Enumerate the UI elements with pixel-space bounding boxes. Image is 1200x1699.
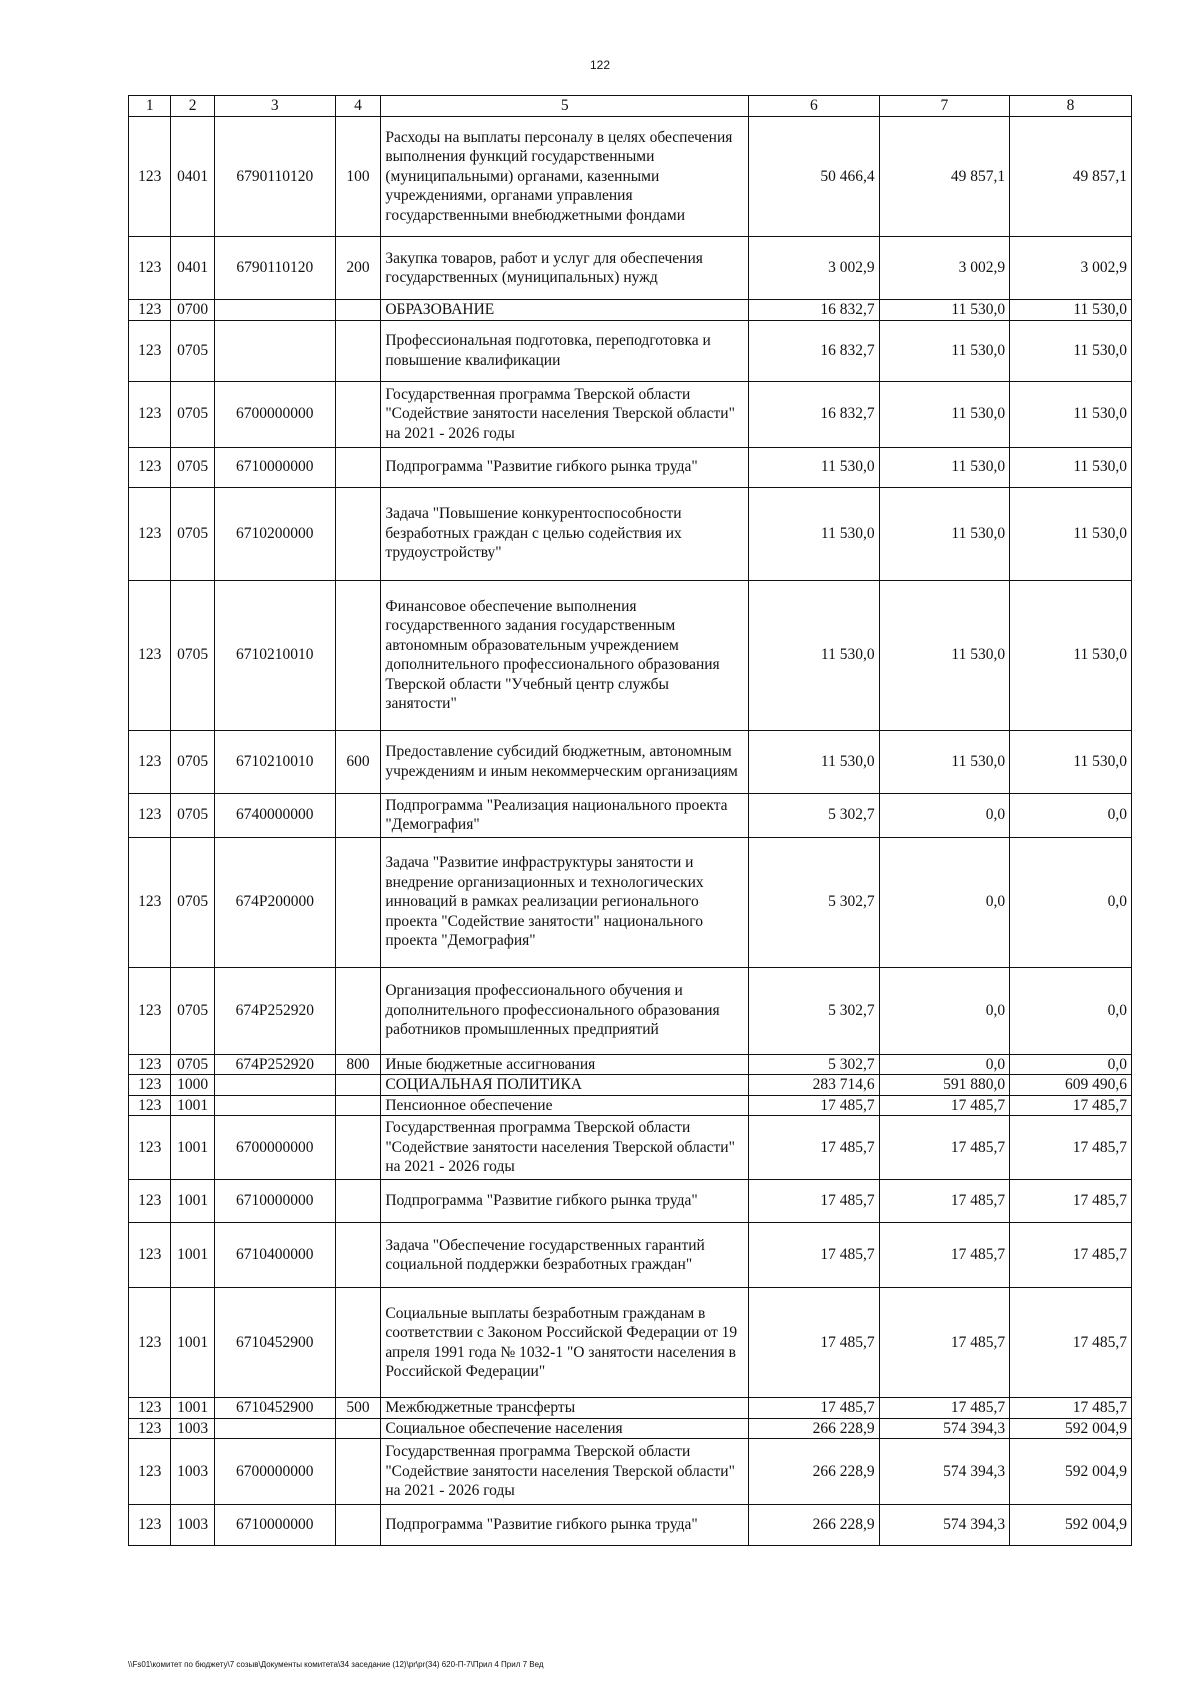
amount-col7-cell: 11 530,0 — [879, 381, 1010, 447]
amount-col7-cell: 11 530,0 — [879, 487, 1010, 580]
target-article-cell: 674P252920 — [214, 967, 335, 1054]
ministry-code-cell: 123 — [129, 1223, 171, 1288]
amount-col8-cell: 17 485,7 — [1010, 1398, 1132, 1419]
amount-col8-cell: 609 490,6 — [1010, 1075, 1132, 1096]
amount-col7-cell: 11 530,0 — [879, 580, 1010, 730]
amount-col8-cell: 11 530,0 — [1010, 730, 1132, 793]
header-cell-4: 4 — [335, 96, 381, 117]
amount-col8-cell: 17 485,7 — [1010, 1288, 1132, 1398]
header-cell-2: 2 — [171, 96, 215, 117]
section-code-cell: 1003 — [171, 1418, 215, 1439]
amount-col8-cell: 11 530,0 — [1010, 447, 1132, 487]
description-cell: Межбюджетные трансферты — [381, 1398, 749, 1419]
ministry-code-cell: 123 — [129, 300, 171, 321]
description-cell: СОЦИАЛЬНАЯ ПОЛИТИКА — [381, 1075, 749, 1096]
page-number: 122 — [589, 58, 611, 72]
amount-col6-cell: 266 228,9 — [749, 1439, 880, 1505]
table-row — [129, 487, 1132, 580]
amount-col8-cell: 11 530,0 — [1010, 381, 1132, 447]
description-cell: Финансовое обеспечение выполнения государственного задания государственным автономным образовательным учреждением дополнительного профессионального образования Тверской области "Учебный центр службы занятости" — [381, 580, 749, 730]
section-code-cell: 1003 — [171, 1439, 215, 1505]
section-code-cell: 0705 — [171, 1054, 215, 1075]
amount-col6-cell: 17 485,7 — [749, 1180, 880, 1223]
amount-col6-cell: 5 302,7 — [749, 1054, 880, 1075]
amount-col6-cell: 11 530,0 — [749, 580, 880, 730]
amount-col8-cell: 11 530,0 — [1010, 300, 1132, 321]
target-article-cell: 6710200000 — [214, 487, 335, 580]
amount-col6-cell: 11 530,0 — [749, 730, 880, 793]
table-row — [129, 1075, 1132, 1096]
amount-col6-cell: 50 466,4 — [749, 117, 880, 237]
ministry-code-cell: 123 — [129, 967, 171, 1054]
section-code-cell: 0705 — [171, 730, 215, 793]
ministry-code-cell: 123 — [129, 1288, 171, 1398]
expense-type-cell — [335, 1075, 381, 1096]
amount-col7-cell: 591 880,0 — [879, 1075, 1010, 1096]
amount-col7-cell: 17 485,7 — [879, 1398, 1010, 1419]
table-row — [129, 381, 1132, 447]
amount-col6-cell: 11 530,0 — [749, 447, 880, 487]
target-article-cell — [214, 1075, 335, 1096]
section-code-cell: 0705 — [171, 580, 215, 730]
header-cell-3: 3 — [214, 96, 335, 117]
amount-col6-cell: 16 832,7 — [749, 381, 880, 447]
expense-type-cell — [335, 300, 381, 321]
description-cell: Социальное обеспечение населения — [381, 1418, 749, 1439]
amount-col7-cell: 574 394,3 — [879, 1505, 1010, 1546]
description-cell: Закупка товаров, работ и услуг для обеспечения государственных (муниципальных) нужд — [381, 237, 749, 300]
ministry-code-cell: 123 — [129, 793, 171, 837]
target-article-cell — [214, 320, 335, 381]
amount-col8-cell: 17 485,7 — [1010, 1180, 1132, 1223]
header-cell-5: 5 — [381, 96, 749, 117]
expense-type-cell — [335, 447, 381, 487]
ministry-code-cell: 123 — [129, 1095, 171, 1116]
ministry-code-cell: 123 — [129, 487, 171, 580]
amount-col8-cell: 3 002,9 — [1010, 237, 1132, 300]
target-article-cell: 6710000000 — [214, 1505, 335, 1546]
amount-col6-cell: 17 485,7 — [749, 1223, 880, 1288]
section-code-cell: 1001 — [171, 1095, 215, 1116]
target-article-cell: 6710400000 — [214, 1223, 335, 1288]
section-code-cell: 0401 — [171, 117, 215, 237]
amount-col6-cell: 16 832,7 — [749, 320, 880, 381]
expense-type-cell: 100 — [335, 117, 381, 237]
amount-col6-cell: 266 228,9 — [749, 1418, 880, 1439]
amount-col7-cell: 17 485,7 — [879, 1095, 1010, 1116]
description-cell: Расходы на выплаты персоналу в целях обеспечения выполнения функций государственными (муниципальными) органами, казенными учреждениями, органами управления государственными внебюджетными фондами — [381, 117, 749, 237]
amount-col7-cell: 17 485,7 — [879, 1180, 1010, 1223]
target-article-cell: 6710000000 — [214, 1180, 335, 1223]
amount-col6-cell: 16 832,7 — [749, 300, 880, 321]
expense-type-cell: 200 — [335, 237, 381, 300]
amount-col6-cell: 283 714,6 — [749, 1075, 880, 1096]
amount-col6-cell: 17 485,7 — [749, 1095, 880, 1116]
expense-type-cell — [335, 793, 381, 837]
amount-col7-cell: 574 394,3 — [879, 1439, 1010, 1505]
table-row — [129, 447, 1132, 487]
amount-col8-cell: 49 857,1 — [1010, 117, 1132, 237]
table-row — [129, 580, 1132, 730]
amount-col8-cell: 17 485,7 — [1010, 1116, 1132, 1180]
amount-col7-cell: 11 530,0 — [879, 447, 1010, 487]
amount-col7-cell: 49 857,1 — [879, 117, 1010, 237]
section-code-cell: 1003 — [171, 1505, 215, 1546]
ministry-code-cell: 123 — [129, 1116, 171, 1180]
description-cell: Государственная программа Тверской области "Содействие занятости населения Тверской области" на 2021 - 2026 годы — [381, 381, 749, 447]
amount-col8-cell: 0,0 — [1010, 793, 1132, 837]
amount-col8-cell: 17 485,7 — [1010, 1223, 1132, 1288]
expense-type-cell — [335, 1180, 381, 1223]
expense-type-cell: 500 — [335, 1398, 381, 1419]
ministry-code-cell: 123 — [129, 1505, 171, 1546]
description-cell: Государственная программа Тверской области "Содействие занятости населения Тверской области" на 2021 - 2026 годы — [381, 1116, 749, 1180]
section-code-cell: 1001 — [171, 1116, 215, 1180]
amount-col7-cell: 17 485,7 — [879, 1116, 1010, 1180]
amount-col8-cell: 592 004,9 — [1010, 1418, 1132, 1439]
amount-col8-cell: 11 530,0 — [1010, 580, 1132, 730]
expense-type-cell — [335, 381, 381, 447]
expense-type-cell — [335, 1288, 381, 1398]
amount-col7-cell: 0,0 — [879, 967, 1010, 1054]
amount-col6-cell: 11 530,0 — [749, 487, 880, 580]
target-article-cell: 674P252920 — [214, 1054, 335, 1075]
budget-table — [128, 95, 1132, 1546]
description-cell: Пенсионное обеспечение — [381, 1095, 749, 1116]
expense-type-cell — [335, 1439, 381, 1505]
section-code-cell: 0700 — [171, 300, 215, 321]
target-article-cell: 6700000000 — [214, 1116, 335, 1180]
target-article-cell: 6700000000 — [214, 381, 335, 447]
table-row — [129, 1505, 1132, 1546]
amount-col8-cell: 11 530,0 — [1010, 487, 1132, 580]
description-cell: Подпрограмма "Развитие гибкого рынка труда" — [381, 1180, 749, 1223]
table-row — [129, 1288, 1132, 1398]
table-row — [129, 837, 1132, 967]
section-code-cell: 1001 — [171, 1223, 215, 1288]
section-code-cell: 0705 — [171, 381, 215, 447]
table-row — [129, 1180, 1132, 1223]
target-article-cell: 674P200000 — [214, 837, 335, 967]
amount-col7-cell: 11 530,0 — [879, 730, 1010, 793]
amount-col6-cell: 3 002,9 — [749, 237, 880, 300]
description-cell: Задача "Повышение конкурентоспособности безработных граждан с целью содействия их трудоустройству" — [381, 487, 749, 580]
ministry-code-cell: 123 — [129, 447, 171, 487]
amount-col7-cell: 17 485,7 — [879, 1223, 1010, 1288]
header-cell-7: 7 — [879, 96, 1010, 117]
expense-type-cell — [335, 1505, 381, 1546]
ministry-code-cell: 123 — [129, 1398, 171, 1419]
target-article-cell: 6790110120 — [214, 237, 335, 300]
section-code-cell: 0705 — [171, 320, 215, 381]
table-row — [129, 320, 1132, 381]
description-cell: Организация профессионального обучения и дополнительного профессионального образования работников промышленных предприятий — [381, 967, 749, 1054]
section-code-cell: 1001 — [171, 1288, 215, 1398]
table-row — [129, 117, 1132, 237]
amount-col6-cell: 5 302,7 — [749, 967, 880, 1054]
description-cell: Социальные выплаты безработным гражданам в соответствии с Законом Российской Федерации от 19 апреля 1991 года № 1032-1 "О занятости населения в Российской Федерации" — [381, 1288, 749, 1398]
target-article-cell: 6710210010 — [214, 580, 335, 730]
ministry-code-cell: 123 — [129, 580, 171, 730]
ministry-code-cell: 123 — [129, 320, 171, 381]
section-code-cell: 0705 — [171, 837, 215, 967]
section-code-cell: 0705 — [171, 967, 215, 1054]
table-row — [129, 1223, 1132, 1288]
file-path-footer: \\Fs01\комитет по бюджету\7 созыв\Документы комитета\34 заседание (12)\pr\pr(34) 620-П-7\Прил 4 Прил 7 Вед — [128, 1660, 544, 1669]
amount-col6-cell: 5 302,7 — [749, 793, 880, 837]
description-cell: Подпрограмма "Развитие гибкого рынка труда" — [381, 1505, 749, 1546]
description-cell: Государственная программа Тверской области "Содействие занятости населения Тверской области" на 2021 - 2026 годы — [381, 1439, 749, 1505]
section-code-cell: 0705 — [171, 447, 215, 487]
amount-col6-cell: 5 302,7 — [749, 837, 880, 967]
amount-col8-cell: 11 530,0 — [1010, 320, 1132, 381]
description-cell: Иные бюджетные ассигнования — [381, 1054, 749, 1075]
expense-type-cell — [335, 1116, 381, 1180]
ministry-code-cell: 123 — [129, 1180, 171, 1223]
table-row — [129, 967, 1132, 1054]
amount-col7-cell: 11 530,0 — [879, 320, 1010, 381]
table-row — [129, 300, 1132, 321]
expense-type-cell — [335, 1095, 381, 1116]
target-article-cell: 6710452900 — [214, 1398, 335, 1419]
header-cell-8: 8 — [1010, 96, 1132, 117]
ministry-code-cell: 123 — [129, 237, 171, 300]
amount-col6-cell: 17 485,7 — [749, 1116, 880, 1180]
expense-type-cell — [335, 967, 381, 1054]
amount-col6-cell: 17 485,7 — [749, 1288, 880, 1398]
ministry-code-cell: 123 — [129, 1418, 171, 1439]
amount-col7-cell: 11 530,0 — [879, 300, 1010, 321]
table-row — [129, 1116, 1132, 1180]
table-row — [129, 793, 1132, 837]
section-code-cell: 0705 — [171, 793, 215, 837]
amount-col7-cell: 0,0 — [879, 837, 1010, 967]
expense-type-cell — [335, 580, 381, 730]
header-cell-1: 1 — [129, 96, 171, 117]
section-code-cell: 1000 — [171, 1075, 215, 1096]
description-cell: Задача "Развитие инфраструктуры занятости и внедрение организационных и технологических инноваций в рамках реализации регионального проекта "Содействие занятости" национального проекта "Демография" — [381, 837, 749, 967]
expense-type-cell: 800 — [335, 1054, 381, 1075]
header-cell-6: 6 — [749, 96, 880, 117]
amount-col7-cell: 17 485,7 — [879, 1288, 1010, 1398]
ministry-code-cell: 123 — [129, 1075, 171, 1096]
description-cell: Предоставление субсидий бюджетным, автономным учреждениям и иным некоммерческим организациям — [381, 730, 749, 793]
ministry-code-cell: 123 — [129, 730, 171, 793]
ministry-code-cell: 123 — [129, 837, 171, 967]
section-code-cell: 1001 — [171, 1398, 215, 1419]
description-cell: ОБРАЗОВАНИЕ — [381, 300, 749, 321]
amount-col8-cell: 17 485,7 — [1010, 1095, 1132, 1116]
ministry-code-cell: 123 — [129, 1439, 171, 1505]
expense-type-cell — [335, 320, 381, 381]
expense-type-cell — [335, 837, 381, 967]
table-row — [129, 1398, 1132, 1419]
target-article-cell: 6710000000 — [214, 447, 335, 487]
expense-type-cell — [335, 1223, 381, 1288]
target-article-cell: 6740000000 — [214, 793, 335, 837]
expense-type-cell — [335, 1418, 381, 1439]
table-row — [129, 1439, 1132, 1505]
table-row — [129, 1418, 1132, 1439]
amount-col7-cell: 0,0 — [879, 1054, 1010, 1075]
header-row — [129, 96, 1132, 117]
section-code-cell: 1001 — [171, 1180, 215, 1223]
amount-col7-cell: 3 002,9 — [879, 237, 1010, 300]
target-article-cell — [214, 300, 335, 321]
amount-col8-cell: 592 004,9 — [1010, 1505, 1132, 1546]
amount-col6-cell: 17 485,7 — [749, 1398, 880, 1419]
section-code-cell: 0401 — [171, 237, 215, 300]
amount-col8-cell: 0,0 — [1010, 967, 1132, 1054]
description-cell: Подпрограмма "Развитие гибкого рынка труда" — [381, 447, 749, 487]
description-cell: Подпрограмма "Реализация национального проекта "Демография" — [381, 793, 749, 837]
expense-type-cell: 600 — [335, 730, 381, 793]
table-row — [129, 237, 1132, 300]
description-cell: Профессиональная подготовка, переподготовка и повышение квалификации — [381, 320, 749, 381]
ministry-code-cell: 123 — [129, 381, 171, 447]
amount-col8-cell: 0,0 — [1010, 837, 1132, 967]
target-article-cell: 6790110120 — [214, 117, 335, 237]
section-code-cell: 0705 — [171, 487, 215, 580]
amount-col7-cell: 574 394,3 — [879, 1418, 1010, 1439]
target-article-cell: 6710452900 — [214, 1288, 335, 1398]
target-article-cell: 6710210010 — [214, 730, 335, 793]
amount-col8-cell: 0,0 — [1010, 1054, 1132, 1075]
target-article-cell: 6700000000 — [214, 1439, 335, 1505]
amount-col7-cell: 0,0 — [879, 793, 1010, 837]
amount-col6-cell: 266 228,9 — [749, 1505, 880, 1546]
table-row — [129, 1054, 1132, 1075]
amount-col8-cell: 592 004,9 — [1010, 1439, 1132, 1505]
expense-type-cell — [335, 487, 381, 580]
table-row — [129, 730, 1132, 793]
ministry-code-cell: 123 — [129, 1054, 171, 1075]
target-article-cell — [214, 1418, 335, 1439]
table-row — [129, 1095, 1132, 1116]
ministry-code-cell: 123 — [129, 117, 171, 237]
description-cell: Задача "Обеспечение государственных гарантий социальной поддержки безработных граждан" — [381, 1223, 749, 1288]
target-article-cell — [214, 1095, 335, 1116]
